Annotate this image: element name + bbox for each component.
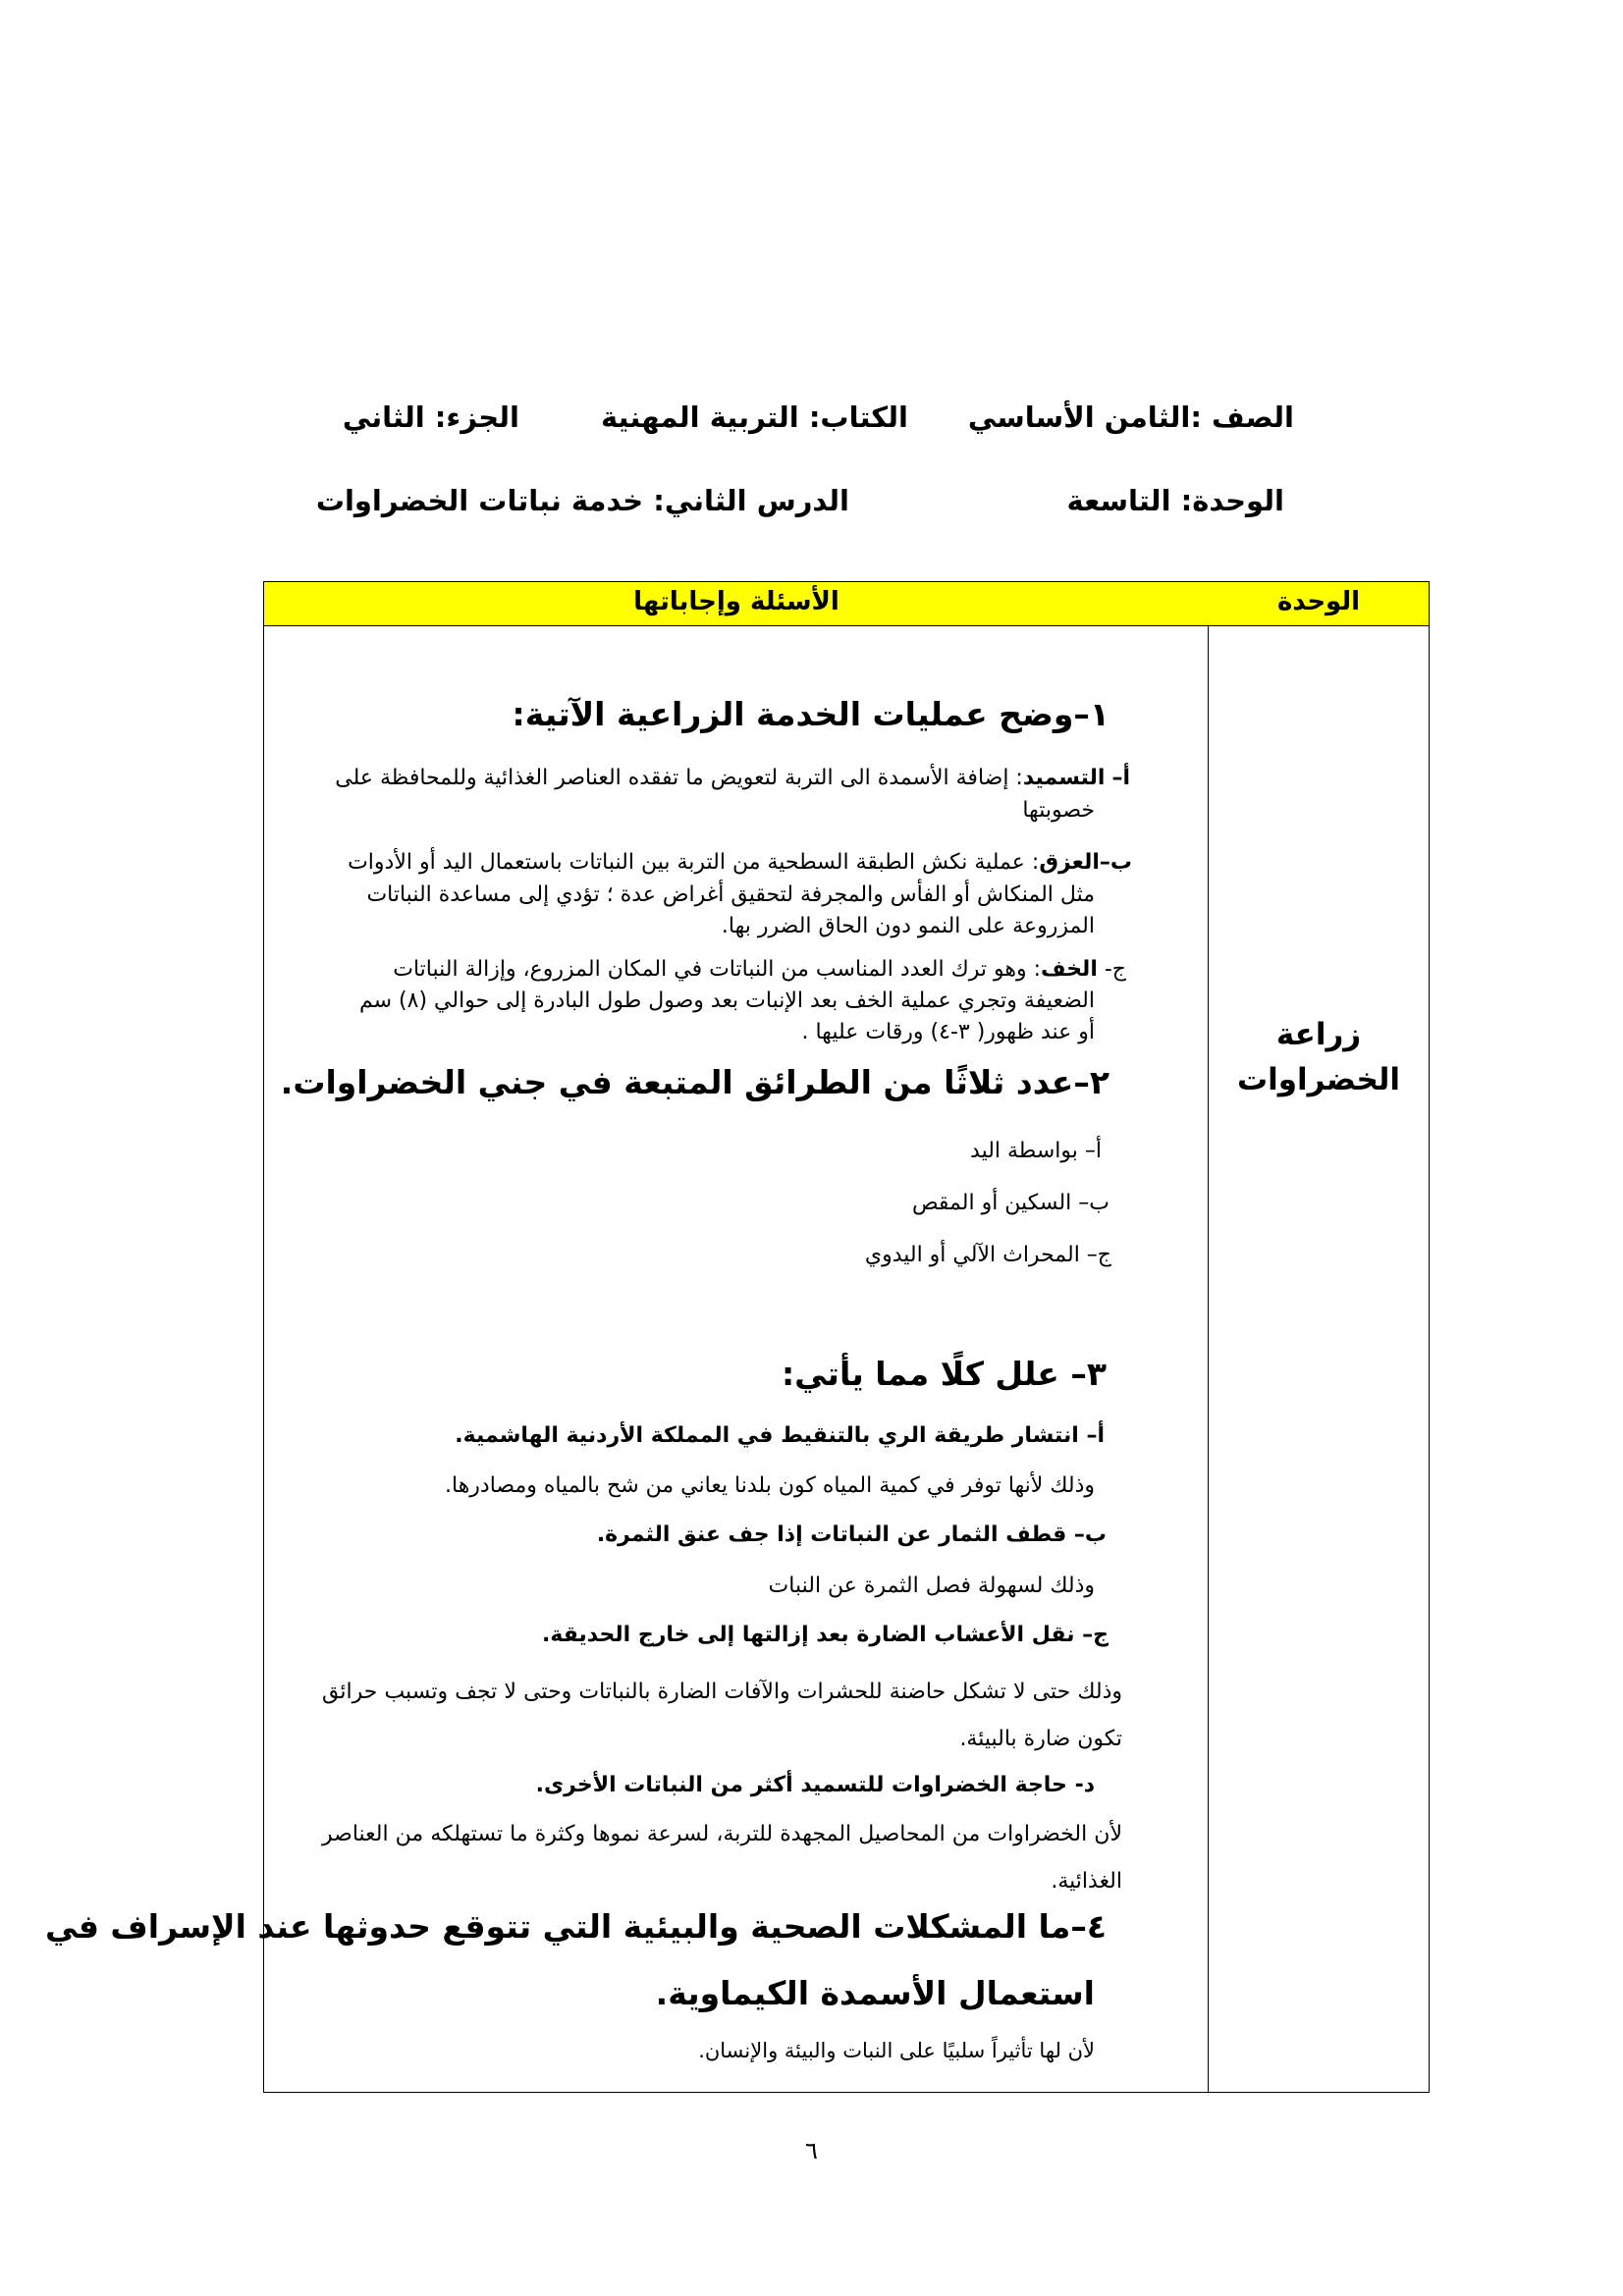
q3-d-question: د- حاجة الخضراوات للتسميد أكثر من النباتات الأخرى. <box>535 1773 1095 1797</box>
q3-b-answer: وذلك لسهولة فصل الثمرة عن النبات <box>768 1574 1095 1598</box>
q1-a-text: : إضافة الأسمدة الى التربة لتعويض ما تفقده العناصر الغذائية وللمحافظة على <box>335 766 1023 790</box>
q1-c-text: : وهو ترك العدد المناسب من النباتات في المكان المزروع، وإزالة النباتات <box>393 957 1041 982</box>
unit-name-line1: زراعة <box>1275 1017 1362 1052</box>
q3-b-question: ب– قطف الثمار عن النباتات إذا جف عنق الثمرة. <box>596 1522 1107 1547</box>
q1-a-line1 <box>335 766 1130 790</box>
unit-column-header: الوحدة <box>1276 587 1361 616</box>
column-divider <box>1208 582 1209 2092</box>
q4-title-line1: ٤–ما المشكلات الصحية والبيئية التي تتوقع حدوثها عند الإسراف في <box>44 1907 1107 1946</box>
table-header-row <box>264 582 1429 626</box>
q1-b-text: : عملية نكش الطبقة السطحية من التربة بين النباتات باستعمال اليد أو الأدوات <box>348 850 1040 875</box>
q1-b-label: ب– <box>1099 850 1132 875</box>
q1-a-label: أ– <box>1111 766 1130 790</box>
q4-title-line2: استعمال الأسمدة الكيماوية. <box>655 1974 1095 2012</box>
unit-label: الوحدة: التاسعة <box>1066 484 1284 517</box>
q4-answer: لأن لها تأثيراً سلبيًا على النبات والبيئة والإنسان. <box>698 2039 1095 2062</box>
q2-item-c: ج– المحراث الآلي أو اليدوي <box>864 1243 1111 1267</box>
q3-a-answer: وذلك لأنها توفر في كمية المياه كون بلدنا يعاني من شح بالمياه ومصادرها. <box>445 1473 1095 1498</box>
q3-title: ٣– علل كلًا مما يأتي: <box>781 1355 1107 1393</box>
questions-table <box>44 581 1430 2093</box>
q2-item-b: ب– السكين أو المقص <box>911 1191 1109 1215</box>
lesson-label: الدرس الثاني: خدمة نباتات الخضراوات <box>315 484 849 517</box>
grade-label: الصف :الثامن الأساسي <box>967 400 1294 434</box>
q2-item-a: أ– بواسطة اليد <box>970 1139 1102 1163</box>
q1-c-label: ج- <box>1104 957 1126 982</box>
q1-a-term: التسميد <box>1022 766 1106 790</box>
q1-c-line2: الضعيفة وتجري عملية الخف بعد الإنبات بعد وصول طول البادرة إلى حوالي (٨) سم <box>358 988 1095 1013</box>
q3-c-question: ج– نقل الأعشاب الضارة بعد إزالتها إلى خارج الحديقة. <box>542 1623 1109 1647</box>
q3-c-answer: وذلك حتى لا تشكل حاضنة للحشرات والآفات الضارة بالنباتات وحتى لا تجف وتسبب حرائق تكون ضارة بالبيئة. <box>322 1680 1122 1751</box>
q1-b-term: العزق <box>1039 850 1100 875</box>
q1-c-line1 <box>393 957 1126 982</box>
q1-b-line3: المزروعة على النمو دون الحاق الضرر بها. <box>721 914 1095 938</box>
q1-b-line2: مثل المنكاش أو الفأس والمجرفة لتحقيق أغراض عدة ؛ تؤدي إلى مساعدة النباتات <box>366 882 1095 907</box>
q3-d-answer: لأن الخضراوات من المحاصيل المجهدة للتربة، لسرعة نموها وكثرة ما تستهلكه من العناصر الغذائية. <box>322 1822 1122 1894</box>
q1-title: ١–وضح عمليات الخدمة الزراعية الآتية: <box>512 695 1109 733</box>
part-label: الجزء: الثاني <box>342 400 519 434</box>
q1-c-line3: أو عند ظهور( ٣-٤) ورقات عليها . <box>801 1020 1095 1044</box>
unit-name-cell <box>1209 1012 1429 1102</box>
unit-name-line2: الخضراوات <box>1236 1062 1401 1097</box>
book-label: الكتاب: التربية المهنية <box>600 400 908 434</box>
q1-b-line1 <box>348 850 1132 875</box>
page-number: ٦ <box>805 2137 818 2164</box>
q1-c-term: الخف <box>1041 957 1098 982</box>
q3-a-question: أ– انتشار طريقة الري بالتنقيط في المملكة الأردنية الهاشمية. <box>455 1423 1105 1448</box>
q1-a-line2: خصوبتها <box>1022 798 1095 823</box>
qa-column-header: الأسئلة وإجاباتها <box>633 587 839 616</box>
q2-title: ٢–عدد ثلاثًا من الطرائق المتبعة في جني الخضراوات. <box>280 1063 1109 1101</box>
